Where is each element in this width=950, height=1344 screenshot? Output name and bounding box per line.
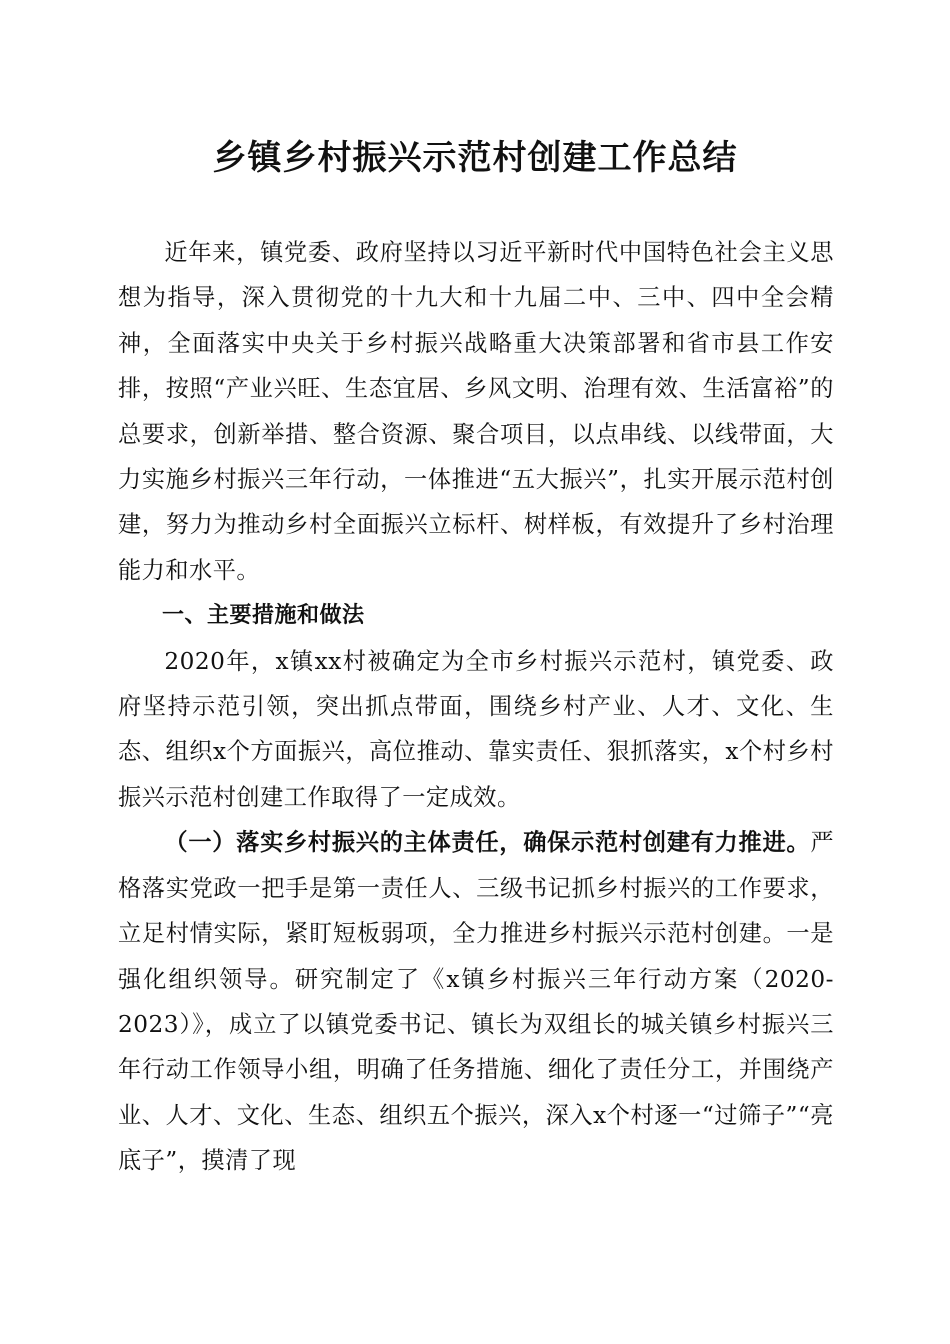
document-body	[118, 230, 834, 1184]
section-heading-1: 一、主要措施和做法	[162, 603, 365, 629]
subsection-1-text: 严格落实党政一把手是第一责任人、三级书记抓乡村振兴的工作要求，立足村情实际，紧盯短板弱项，全力推进乡村振兴示范村创建。一是强化组织领导。研究制定了《x镇乡村振兴三年行动方案（2020-2023）》，成立了以镇党委书记、镇长为双组长的城关镇乡村振兴三年行动工作领导小组，明确了任务措施、细化了责任分工，并围绕产业、人才、文化、生态、组织五个振兴，深入x个村逐一“过筛子”“亮底子”，摸清了现	[118, 829, 834, 1175]
document-title: 乡镇乡村振兴示范村创建工作总结	[212, 138, 738, 178]
section-1-paragraph: 2020年，x镇xx村被确定为全市乡村振兴示范村，镇党委、政府坚持示范引领，突出抓点带面，围绕乡村产业、人才、文化、生态、组织x个方面振兴，高位推动、靠实责任、狠抓落实，x个村乡村振兴示范村创建工作取得了一定成效。	[118, 647, 834, 811]
intro-paragraph: 近年来，镇党委、政府坚持以习近平新时代中国特色社会主义思想为指导，深入贯彻党的十九大和十九届二中、三中、四中全会精神，全面落实中央关于乡村振兴战略重大决策部署和省市县工作安排，按照“产业兴旺、生态宜居、乡风文明、治理有效、生活富裕”的总要求，创新举措、整合资源、聚合项目，以点串线、以线带面，大力实施乡村振兴三年行动，一体推进“五大振兴”，扎实开展示范村创建，努力为推动乡村全面振兴立标杆、树样板，有效提升了乡村治理能力和水平。	[118, 239, 834, 584]
subsection-1-heading: （一）落实乡村振兴的主体责任，确保示范村创建有力推进。	[164, 829, 811, 857]
subsection-1-paragraph	[118, 820, 834, 1183]
